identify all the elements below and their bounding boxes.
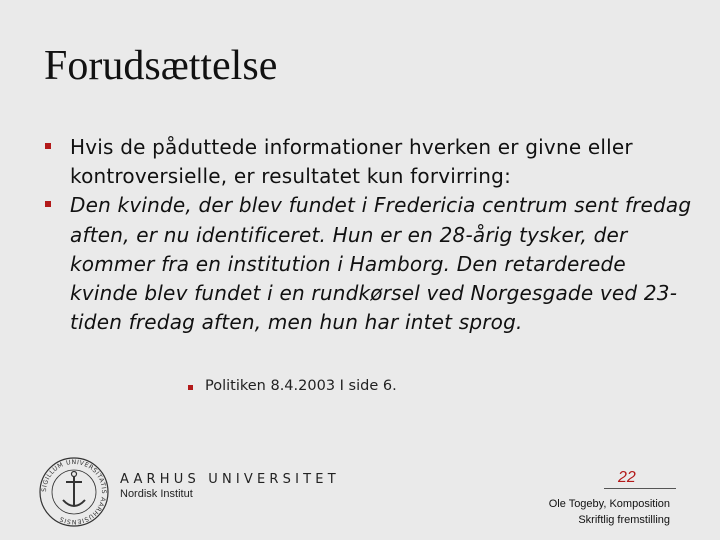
square-bullet-icon (45, 143, 51, 149)
university-name: AARHUS UNIVERSITET (120, 472, 340, 487)
course-name: Skriftlig fremstilling (578, 513, 670, 526)
bullet-text: Hvis de påduttede informationer hverken er givne eller kontroversielle, er resultatet kun forvirring: (70, 135, 633, 189)
author-name: Ole Togeby, Komposition (548, 498, 670, 510)
page-number: 22 (618, 469, 636, 486)
square-bullet-icon (188, 385, 193, 390)
bullet-list (44, 133, 694, 337)
slide-title: Forudsættelse (44, 43, 278, 89)
seal-text: SIGILLUM UNIVERSITATIS AARHUSIENSIS (40, 458, 108, 526)
bullet-item (44, 191, 694, 337)
source-citation (188, 378, 397, 394)
source-text: Politiken 8.4.2003 I side 6. (205, 378, 397, 394)
institute-name: Nordisk Institut (120, 488, 193, 500)
author-block (549, 497, 670, 528)
bullet-text-quote: Den kvinde, der blev fundet i Fredericia centrum sent fredag aften, er nu identificeret. Hun er en 28-årig tysker, der kommer fra en institution i Hamborg. Den retarderede kvinde blev fundet i en rundkørsel ved Norgesgade ved 23-tiden fredag aften, men hun har intet sprog. (70, 193, 692, 335)
bullet-item (44, 133, 694, 191)
square-bullet-icon (45, 201, 51, 207)
page-number-rule (604, 488, 676, 489)
university-seal-icon (38, 456, 110, 528)
